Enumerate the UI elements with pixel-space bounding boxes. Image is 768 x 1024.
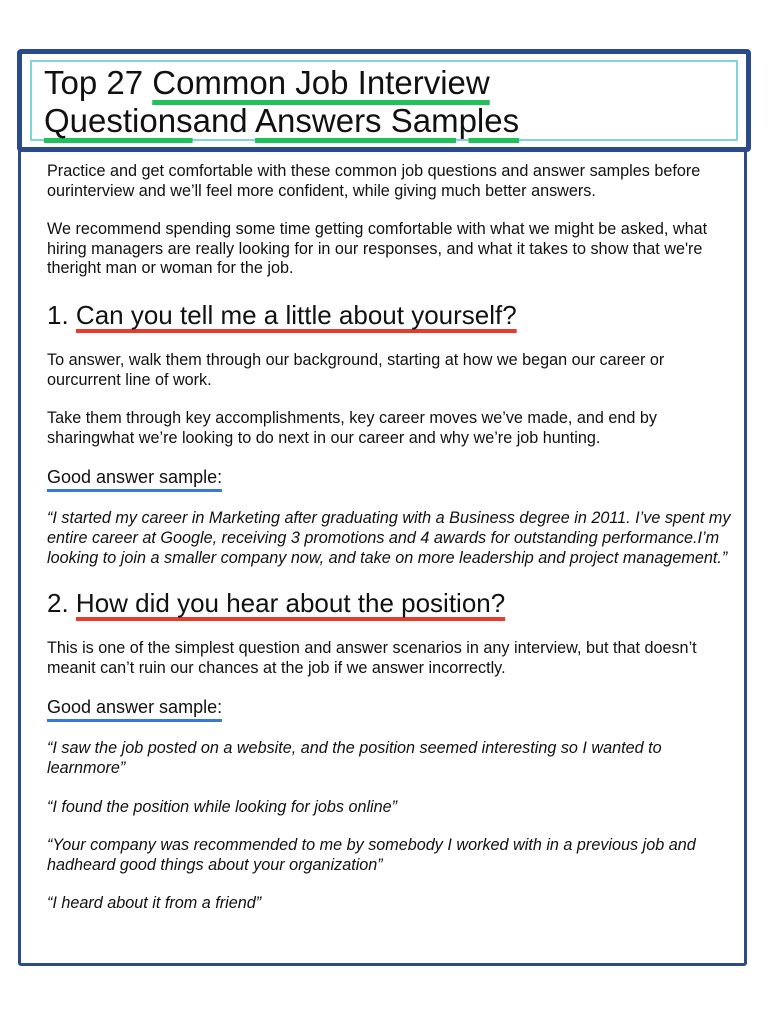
- document-body: [47, 162, 737, 914]
- question-1-title: Can you tell me a little about yourself?: [75, 299, 517, 330]
- question-2-sample-3: “Your company was recommended to me by somebody I worked with in a previous job and hadheard good things about your organization”: [47, 836, 696, 874]
- intro-paragraph-1: Practice and get comfortable with these common job questions and answer samples before ourinterview and we’ll feel more confident, while giving much better answers.: [47, 162, 701, 200]
- question-2-title: How did you hear about the position?: [75, 588, 506, 619]
- question-2-sample-1: “I saw the job posted on a website, and the position seemed interesting so I wanted to learnmore”: [47, 739, 662, 777]
- question-1-paragraph-2: Take them through key accomplishments, key career moves we’ve made, and end by sharingwhat we’re looking to do next in our career and why we’re job hunting.: [47, 409, 658, 447]
- question-1-paragraph-1: To answer, walk them through our background, starting at how we began our career or ourcurrent line of work.: [47, 350, 665, 389]
- title-underlined-1: Common Job Interview: [152, 64, 490, 101]
- question-2-paragraph-1: This is one of the simplest question and answer scenarios in any interview, but that doesn’t meanit can’t ruin our chances at the job if we answer incorrectly.: [47, 639, 697, 677]
- question-2-sample-4: “I heard about it from a friend”: [47, 894, 262, 913]
- question-1-sample-1: “I started my career in Marketing after graduating with a Business degree in 2011. I’ve spent my entire career at Google, receiving 3 promotions and 4 awards for outstanding performance.I’m looking to join a smaller company now, and take on more leadership and project management.”: [47, 509, 731, 567]
- question-2-heading: [47, 587, 737, 619]
- question-2-sample-2: “I found the position while looking for jobs online”: [47, 797, 398, 816]
- question-1-sample-label: Good answer sample:: [47, 466, 222, 492]
- question-1-heading: [47, 299, 737, 331]
- intro-paragraph-2: We recommend spending some time getting comfortable with what we might be asked, what hiring managers are really looking for in our responses, and what it takes to show that we're theright man or woman for the job.: [47, 220, 708, 278]
- question-2-number: 2.: [47, 588, 69, 619]
- question-1-number: 1.: [47, 299, 69, 330]
- title-underlined-2: Questions: [44, 102, 193, 139]
- question-2-sample-label: Good answer sample:: [47, 696, 222, 722]
- page-title-line-1: [44, 64, 490, 102]
- title-connector: and: [192, 102, 256, 139]
- title-underlined-3: Answers Samples: [255, 102, 520, 139]
- title-prefix: Top 27: [44, 64, 153, 101]
- title-banner: [17, 49, 751, 152]
- page-title-line-2: [44, 102, 519, 140]
